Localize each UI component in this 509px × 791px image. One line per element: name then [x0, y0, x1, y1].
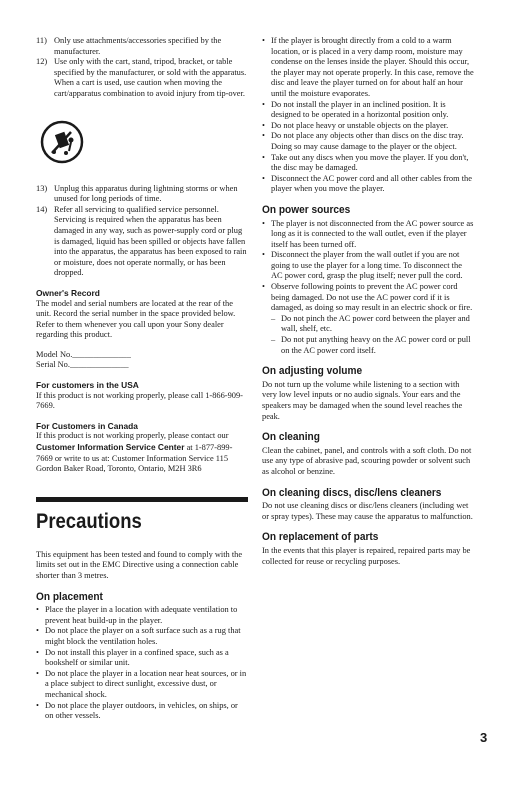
model-number-line: Model No.______________: [36, 349, 131, 359]
list-item: • If the player is brought directly from a cold to a warm location, or is placed in a very damp room, moisture may condense on the lenses inside the player. Should this occur, the player may not operate properly. In this case, remove the disc and leave the player turned on for about half an hour until the moisture evaporates.: [262, 36, 474, 100]
list-item: • Observe following points to prevent the AC power cord being damaged. Do not use the AC power cord if it is damaged, as doing so may result in an electric shock or fire.: [262, 282, 474, 314]
list-item: • Do not place the player in a location near heat sources, or in a place subject to direct sunlight, excessive dust, or mechanical shock.: [36, 669, 248, 701]
volume-text: Do not turn up the volume while listening to a section with very low level inputs or no audio signals. Your ears and the speakers may be damaged when the sound level reaches the peak.: [262, 379, 463, 421]
power-sub-list: [262, 314, 474, 356]
placement-list: [36, 605, 248, 722]
parts-text: In the events that this player is repaired, repaired parts may be collected for reuse or recycling purposes.: [262, 545, 471, 566]
safety-item: 11) Only use attachments/accessories specified by the manufacturer.: [36, 36, 222, 56]
list-item: • Do not place the player outdoors, in vehicles, on ships, or on other vessels.: [36, 701, 248, 722]
list-item: • Disconnect the player from the wall outlet if you are not going to use the player for a long time. To disconnect the AC power cord, grasp the plug itself; never pull the cord.: [262, 250, 474, 282]
power-heading: On power sources: [262, 203, 351, 216]
list-item: • Do not place the player on a soft surface such as a rug that might block the ventilation holes.: [36, 626, 248, 647]
list-item: • Do not place any objects other than discs on the disc tray. Doing so may cause damage to the player or the object.: [262, 131, 474, 152]
precautions-rule: [36, 497, 248, 534]
list-item: • Do not install the player in an inclined position. It is designed to be operated in a horizontal position only.: [262, 100, 474, 121]
cart-tip-over-warning-icon: [40, 120, 84, 164]
page-number: 3: [480, 730, 488, 745]
cleaning-text: Clean the cabinet, panel, and controls with a soft cloth. Do not use any type of abrasive pad, scouring powder or solvent such as alcohol or benzine.: [262, 445, 472, 476]
power-list: [262, 219, 474, 314]
volume-heading: On adjusting volume: [262, 365, 363, 378]
canada-text: If this product is not working properly, please contact our Customer Information Service Center at 1-877-899-7669 or write to us at: Customer Information Service 115 Gordon Baker Road, Toronto, Ontario, M2H 3R6: [36, 431, 233, 474]
list-item: • Do not install this player in a confined space, such as a bookshelf or similar unit.: [36, 648, 248, 669]
parts-heading: On replacement of parts: [262, 531, 379, 544]
list-item: • Disconnect the AC power cord and all other cables from the player when you move the player.: [262, 174, 474, 195]
list-item: • The player is not disconnected from the AC power source as long as it is connected to the wall outlet, even if the player itself has been turned off.: [262, 219, 474, 251]
discs-heading: On cleaning discs, disc/lens cleaners: [262, 486, 442, 499]
cleaning-heading: On cleaning: [262, 431, 320, 444]
serial-number-line: Serial No.______________: [36, 360, 129, 370]
safety-item: 14) Refer all servicing to qualified service personnel. Servicing is required when the apparatus has been damaged in any way, such as power-supply cord or plug is damaged, liquid has been spilled or objects have fallen into the apparatus, the apparatus has been exposed to rain or moisture, does not operate normally, or has been dropped.: [36, 204, 247, 278]
placement-heading: On placement: [36, 590, 103, 603]
owners-record-heading: Owner's Record: [36, 287, 100, 298]
owners-record-text: The model and serial numbers are located at the rear of the unit. Record the serial number in the space provided below. Refer to them whenever you call upon your Sony dealer regarding this product.: [36, 298, 236, 340]
usa-heading: For customers in the USA: [36, 380, 139, 391]
list-item: – Do not pinch the AC power cord between the player and wall, shelf, etc.: [271, 314, 474, 335]
placement-list-continued: [262, 36, 474, 195]
discs-text: Do not use cleaning discs or disc/lens cleaners (including wet or spray types). These may cause the apparatus to malfunction.: [262, 501, 473, 521]
list-item: • Take out any discs when you move the player. If you don't, the disc may be damaged.: [262, 153, 474, 174]
safety-item: 12) Use only with the cart, stand, tripod, bracket, or table specified by the manufacturer, or sold with the apparatus. When a cart is used, use caution when moving the cart/apparatus combination to avoid injury from tip-over.: [36, 57, 247, 98]
safety-item: 13) Unplug this apparatus during lightning storms or when unused for long periods of time.: [36, 183, 238, 204]
list-item: – Do not put anything heavy on the AC power cord or pull on the AC power cord itself.: [271, 335, 474, 356]
precautions-title: Precautions: [36, 509, 142, 533]
canada-heading: For Customers in Canada: [36, 420, 138, 431]
precautions-intro: This equipment has been tested and found to comply with the limits set out in the EMC Directive using a connection cable shorter than 3 metres.: [36, 549, 243, 580]
safety-list-a: [36, 36, 248, 100]
list-item: • Do not place heavy or unstable objects on the player.: [262, 121, 474, 132]
list-item: • Place the player in a location with adequate ventilation to prevent heat build-up in the player.: [36, 605, 248, 626]
safety-list-b: [36, 184, 248, 279]
left-column: [36, 36, 248, 722]
right-column: [262, 36, 474, 567]
usa-text: If this product is not working properly, please call 1-866-909-7669.: [36, 390, 243, 411]
